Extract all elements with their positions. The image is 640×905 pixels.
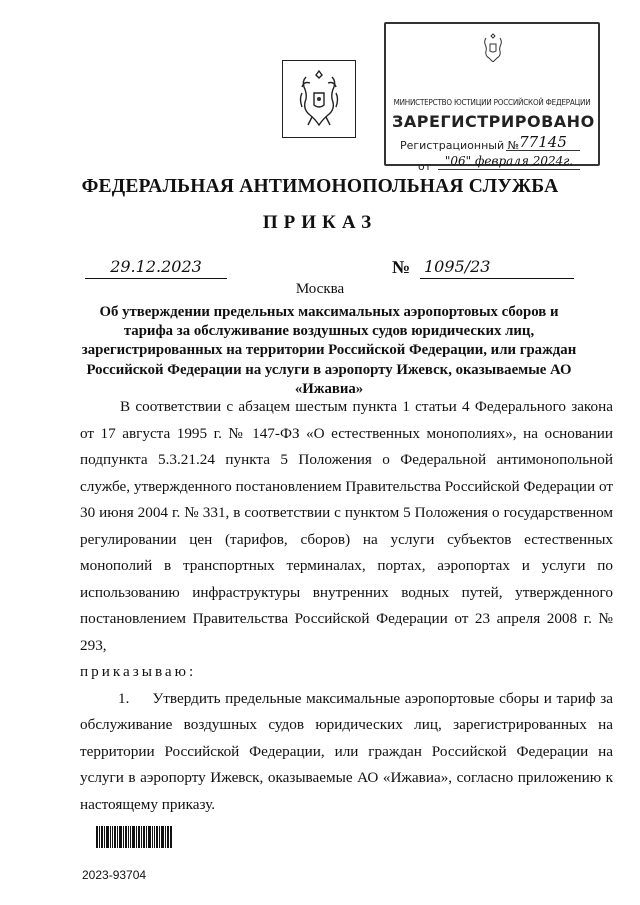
item-1-number: 1. [118, 689, 130, 707]
order-number: 1095/23 [420, 256, 574, 279]
preamble-paragraph: В соответствии с абзацем шестым пункта 1 статьи 4 Федерального закона от 17 августа 1995 г. № 147-ФЗ «О естественных монополиях», на основании подпункта 5.3.21.24 пункта 5 Положения о Федеральной антимонопольной службе, утвержденного постановлением Правительства Российской Федерации от 30 июня 2004 г. № 331, в соответствии с пунктом 5 Положения о государственном регулировании цен (тарифов, сборов) на услуги субъектов естественных монополий в транспортных терминалах, портах, аэропортах и услуги по использованию инфраструктуры внутренних водных путей, утвержденного постановлением Правительства Российской Федерации от 23 апреля 2008 г. № 293, [80, 398, 613, 654]
document-code: 2023-93704 [82, 868, 147, 882]
double-headed-eagle-icon [296, 67, 342, 129]
order-body [80, 394, 613, 818]
stamp-reg-number: 77145 [506, 134, 580, 151]
barcode-icon [96, 826, 172, 848]
stamp-date-label: от [418, 160, 432, 173]
coat-of-arms-emblem [282, 60, 356, 138]
agency-name: ФЕДЕРАЛЬНАЯ АНТИМОНОПОЛЬНАЯ СЛУЖБА [81, 176, 559, 197]
stamp-date-value: "06" февраля 2024г. [438, 154, 580, 170]
stamp-status: ЗАРЕГИСТРИРОВАНО [392, 112, 595, 131]
city: Москва [295, 281, 345, 297]
order-date: 29.12.2023 [85, 256, 227, 279]
document-type: ПРИКАЗ [262, 212, 378, 233]
order-subject: Об утверждении предельных максимальных аэропортовых сборов и тарифа за обслуживание воздушных судов юридических лиц, зарегистрированных на территории Российской Федерации, или граждан Российской Федерации на услуги в аэропорту Ижевск, оказываемые АО «Ижавиа» [81, 304, 577, 397]
item-1-paragraph [80, 686, 613, 819]
stamp-reg-label: Регистрационный № [400, 139, 520, 152]
item-1-text: Утвердить предельные максимальные аэропортовые сборы и тариф за обслуживание воздушных судов юридических лиц, зарегистрированных на территории Российской Федерации, или граждан Российской Федерации на услуги в аэропорту Ижевск, оказываемые АО «Ижавиа», согласно приложению к настоящему приказу. [80, 689, 614, 813]
decree-word: приказываю: [80, 663, 197, 680]
stamp-eagle-icon [482, 32, 504, 62]
registration-stamp [384, 22, 600, 173]
number-sign: № [392, 257, 411, 277]
stamp-ministry-name: МИНИСТЕРСТВО ЮСТИЦИИ РОССИЙСКОЙ ФЕДЕРАЦИИ [393, 98, 591, 107]
